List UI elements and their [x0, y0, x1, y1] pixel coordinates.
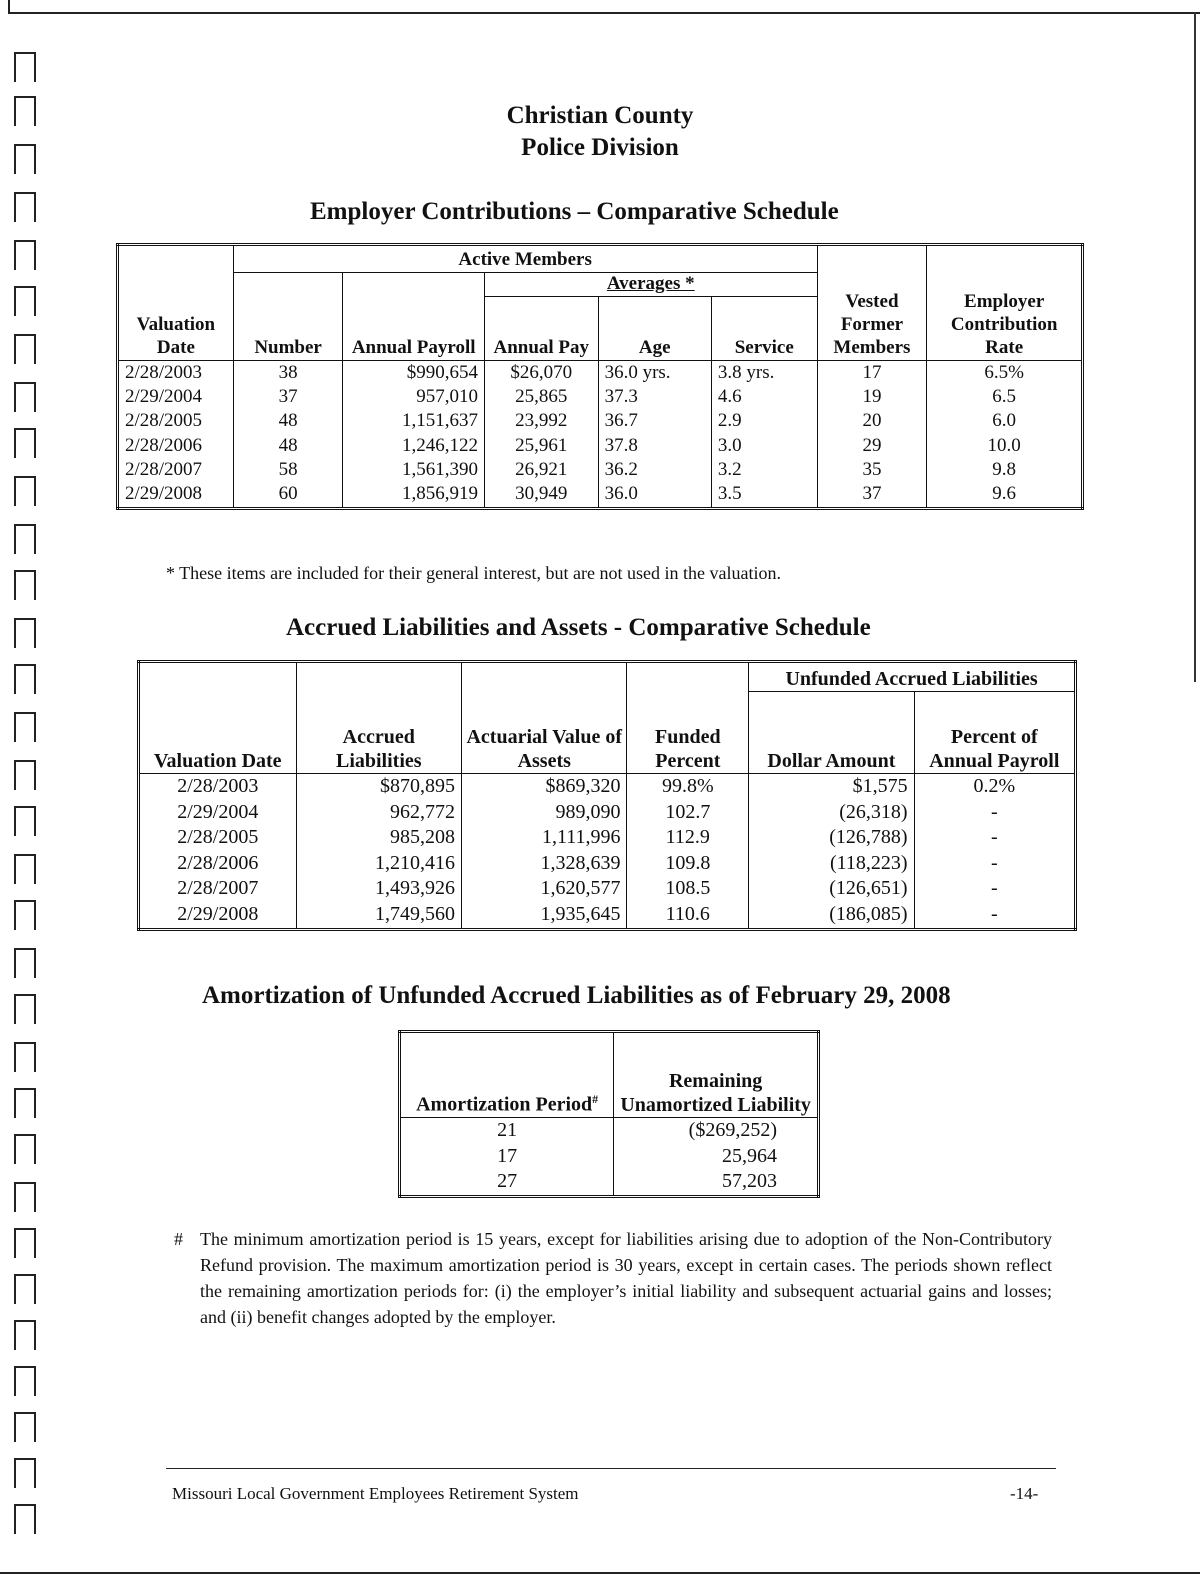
table-row: 21 ($269,252) [400, 1118, 819, 1144]
page-number: -14- [1010, 1484, 1039, 1503]
header-remaining-liability: Remaining Unamortized Liability [614, 1032, 819, 1118]
table-row: 2/28/2003 $870,895 $869,320 99.8% $1,575 0.2% [139, 774, 1076, 800]
header-service: Service [711, 296, 817, 360]
header-funded-percent: Funded Percent [627, 662, 749, 774]
header-averages: Averages * [606, 273, 695, 294]
footer-organization: Missouri Local Government Employees Retirement System [172, 1484, 579, 1503]
table-row: 27 57,203 [400, 1169, 819, 1196]
employer-contributions-table [116, 243, 1084, 510]
table-row: 2/28/2005 48 1,151,637 23,992 36.7 2.9 20 6.0 [118, 409, 1083, 433]
header-age: Age [598, 296, 711, 360]
header-number: Number [233, 273, 343, 361]
county-title: Christian County [506, 102, 694, 129]
table-row: 2/28/2005 985,208 1,111,996 112.9 (126,788) - [139, 825, 1076, 851]
table-row: 2/29/2004 962,772 989,090 102.7 (26,318) - [139, 800, 1076, 826]
table-row: 17 25,964 [400, 1144, 819, 1170]
header-rate: Employer Contribution Rate [927, 245, 1083, 361]
header-vested: Vested Former Members [817, 245, 927, 361]
amortization-rows [400, 1118, 819, 1197]
scan-edge-bottom [0, 1572, 1200, 1574]
header-annual-payroll: Annual Payroll [343, 273, 485, 361]
accrued-liabilities-rows [139, 774, 1076, 930]
header-annual-pay: Annual Pay [484, 296, 598, 360]
table-row: 2/28/2006 1,210,416 1,328,639 109.8 (118,223) - [139, 851, 1076, 877]
accrued-liabilities-table [137, 660, 1077, 931]
header-active-members: Active Members [233, 245, 817, 273]
amortization-footnote: The minimum amortization period is 15 years, except for liabilities arising due to adoption of the Non-Contributory Refund provision. The maximum amortization period is 30 years, except in certain cases. The periods shown reflect the remaining amortization periods for: (i) the employer’s initial liability and subsequent actuarial gains and losses; and (ii) benefit changes adopted by the employer. [200, 1229, 1052, 1328]
header-unfunded: Unfunded Accrued Liabilities [749, 662, 1076, 692]
amortization-title: Amortization of Unfunded Accrued Liabilities as of February 29, 2008 [202, 982, 951, 1009]
table-row: 2/29/2008 60 1,856,919 30,949 36.0 3.5 37 9.6 [118, 482, 1083, 508]
header-dollar-amount: Dollar Amount [749, 692, 914, 774]
footer-rule [166, 1468, 1056, 1469]
table-row: 2/29/2004 37 957,010 25,865 37.3 4.6 19 6.5 [118, 385, 1083, 409]
employer-contributions-rows [118, 360, 1083, 508]
amortization-table [398, 1030, 820, 1198]
division-title: Police Division [521, 134, 679, 161]
header-amortization-period: Amortization Period# [416, 1092, 599, 1116]
table-row: 2/28/2003 38 $990,654 $26,070 36.0 yrs. 3.8 yrs. 17 6.5% [118, 360, 1083, 385]
header-actuarial-value: Actuarial Value of Assets [462, 662, 627, 774]
table-row: 2/29/2008 1,749,560 1,935,645 110.6 (186,085) - [139, 902, 1076, 929]
accrued-liabilities-title: Accrued Liabilities and Assets - Comparative Schedule [286, 614, 871, 641]
header-percent-payroll: Percent of Annual Payroll [914, 692, 1075, 774]
scan-edge-top [8, 0, 1200, 14]
header-accrued-liabilities: Accrued Liabilities [296, 662, 461, 774]
table-row: 2/28/2007 58 1,561,390 26,921 36.2 3.2 35 9.8 [118, 458, 1083, 482]
employer-contributions-title: Employer Contributions – Comparative Schedule [310, 198, 839, 225]
averages-footnote: * These items are included for their general interest, but are not used in the valuation. [166, 563, 781, 583]
header-valuation-date: Valuation Date [153, 750, 282, 772]
header-valuation-date: Valuation Date [136, 314, 216, 358]
table-row: 2/28/2006 48 1,246,122 25,961 37.8 3.0 29 10.0 [118, 434, 1083, 458]
amortization-footnote-mark: # [174, 1229, 183, 1249]
table-row: 2/28/2007 1,493,926 1,620,577 108.5 (126,651) - [139, 876, 1076, 902]
